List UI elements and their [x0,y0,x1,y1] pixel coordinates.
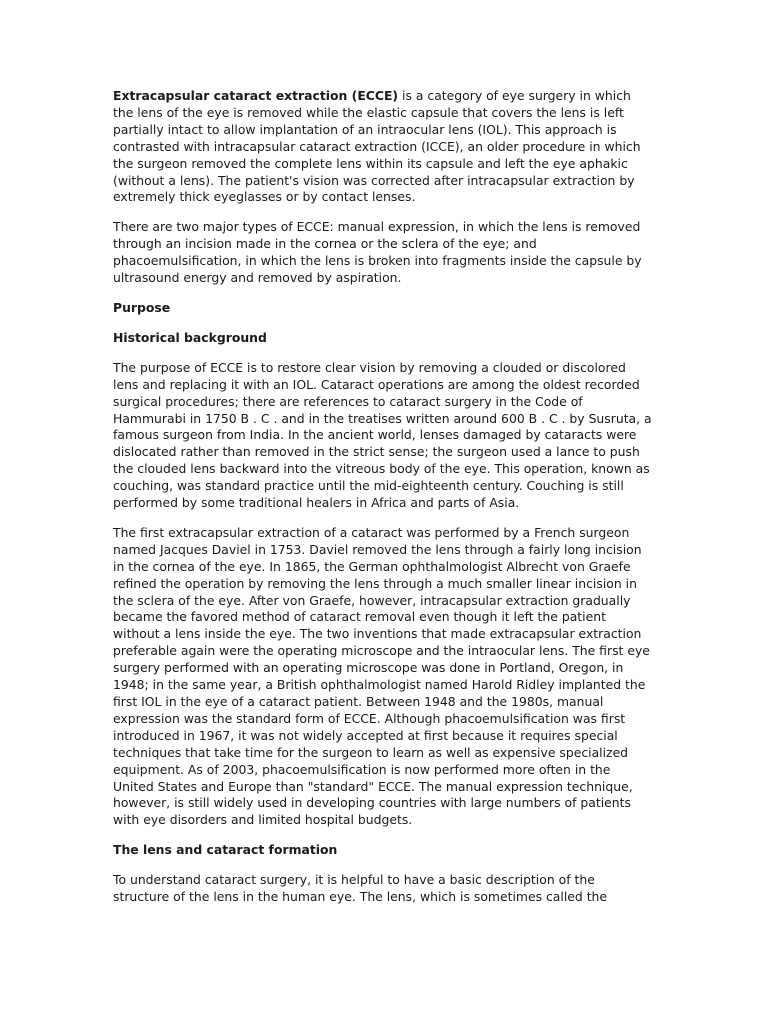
types-paragraph: There are two major types of ECCE: manual expression, in which the lens is removed through an incision made in the cornea or the sclera of the eye; and phacoemulsification, in which the lens is broken into fragments inside the capsule by ultrasound energy and removed by aspiration. [113,219,642,286]
heading-lens-cataract-formation: The lens and cataract formation [113,842,338,858]
heading-purpose: Purpose [113,299,171,315]
intro-text: is a category of eye surgery in which the lens of the eye is removed while the elastic capsule that covers the lens is left partially intact to allow implantation of an intraocular lens (IOL). This approach is contrasted with intracapsular cataract extraction (ICCE), an older procedure in which the surgeon removed the complete lens within its capsule and left the eye aphakic (without a lens). The patient's vision was corrected after intracapsular extraction by extremely thick eyeglasses or by contact lenses. [113,88,641,205]
lens-paragraph: To understand cataract surgery, it is helpful to have a basic description of the structure of the lens in the human eye. The lens, which is sometimes called the [113,872,608,905]
document-page [113,88,653,919]
intro-paragraph [113,88,653,206]
history-paragraph-1: The purpose of ECCE is to restore clear vision by removing a clouded or discolored lens and replacing it with an IOL. Cataract operations are among the oldest recorded surgical procedures; there are references to cataract surgery in the Code of Hammurabi in 1750 B . C . and in the treatises written around 600 B . C . by Susruta, a famous surgeon from India. In the ancient world, lenses damaged by cataracts were dislocated rather than removed in the strict sense; the surgeon used a lance to push the clouded lens backward into the vitreous body of the eye. This operation, known as couching, was standard practice until the mid-eighteenth century. Couching is still performed by some traditional healers in Africa and parts of Asia. [113,359,652,511]
history-paragraph-2: The first extracapsular extraction of a cataract was performed by a French surgeon named Jacques Daviel in 1753. Daviel removed the lens through a fairly long incision in the cornea of the eye. In 1865, the German ophthalmologist Albrecht von Graefe refined the operation by removing the lens through a much smaller linear incision in the sclera of the eye. After von Graefe, however, intracapsular extraction gradually became the favored method of cataract removal even though it left the patient without a lens inside the eye. The two inventions that made extracapsular extraction preferable again were the operating microscope and the intraocular lens. The first eye surgery performed with an operating microscope was done in Portland, Oregon, in 1948; in the same year, a British ophthalmologist named Harold Ridley implanted the first IOL in the eye of a cataract patient. Between 1948 and the 1980s, manual expression was the standard form of ECCE. Although phacoemulsification was first introduced in 1967, it was not widely accepted at first because it requires special techniques that take time for the surgeon to learn as well as expensive specialized equipment. As of 2003, phacoemulsification is now performed more often in the United States and Europe than "standard" ECCE. The manual expression technique, however, is still widely used in developing countries with large numbers of patients with eye disorders and limited hospital budgets. [113,524,650,828]
intro-lead-term: Extracapsular cataract extraction (ECCE) [113,88,399,103]
heading-historical-background: Historical background [113,329,267,345]
